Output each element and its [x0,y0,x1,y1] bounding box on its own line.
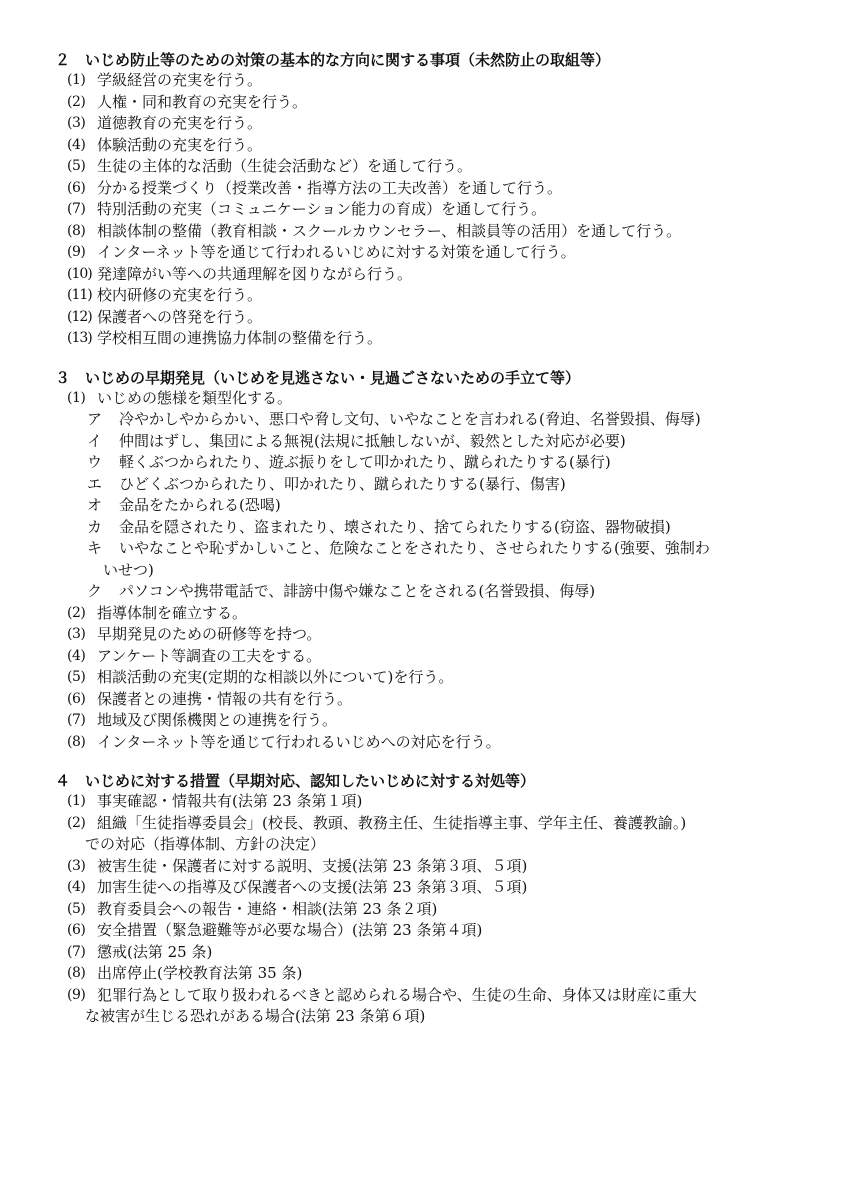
item-text: 発達障がい等への共通理解を図りながら行う。 [97,264,413,283]
item-number: (3) [67,626,86,642]
list-item [55,388,809,410]
list-item [55,264,809,286]
item-number: (6) [67,690,86,707]
item-number: (2) [67,93,86,110]
item-text: 保護者への啓発を行う。 [97,307,263,326]
item-number: (7) [67,201,86,217]
item-text: 特別活動の充実（コミュニケーション能力の育成）を通して行う。 [97,200,547,218]
item-number: (2) [67,604,86,621]
list-item [55,199,809,221]
sub-item-text: 軽くぶつかられたり、遊ぶ振りをして叩かれたり、蹴られたりする(暴行) [119,453,611,471]
item-number: (5) [67,669,86,685]
section-4 [55,771,809,1028]
item-text: 学級経営の充実を行う。 [97,71,263,89]
list-item [55,178,809,200]
list-item [55,646,809,668]
sub-list-item [55,409,809,431]
item-number: (9) [67,986,86,1003]
item-number: (6) [67,179,86,196]
sub-list-item [55,474,809,496]
item-number: (12) [67,308,92,325]
sub-item-mark: イ [87,431,103,450]
sub-item-text: パソコンや携帯電話で、誹謗中傷や嫌なことをされる(名誉毀損、侮辱) [119,582,596,600]
sub-list-item [55,538,809,560]
list-item [55,667,809,689]
sub-item-mark: エ [87,474,103,493]
list-item [55,285,809,307]
item-number: (8) [67,733,86,750]
list-item [55,710,809,732]
item-continuation: な被害が生じる恐れがある場合(法第 23 条第６項) [85,1007,426,1025]
list-item [55,70,809,92]
sub-list-item [55,495,809,517]
sub-item-text: 金品をたかられる(恐喝) [119,496,281,514]
item-number: (1) [67,72,86,88]
item-number: (11) [67,287,92,303]
list-item [55,963,809,985]
item-text: インターネット等を通じて行われるいじめに対する対策を通して行う。 [97,243,576,261]
item-number: (3) [67,857,86,874]
list-item [55,135,809,157]
list-item [55,113,809,135]
item-text: 学校相互間の連携協力体制の整備を行う。 [97,329,383,347]
item-number: (8) [67,222,86,239]
sub-item-mark: ク [87,582,103,600]
list-item [55,920,809,942]
item-text: アンケート等調査の工夫をする。 [97,646,322,665]
item-number: (6) [67,922,86,938]
item-number: (2) [67,814,86,831]
sub-item-continuation: いせつ) [103,560,154,579]
sub-item-mark: ア [87,410,103,428]
item-continuation: での対応（指導体制、方針の決定） [85,835,326,853]
item-number: (10) [67,265,92,282]
item-number: (3) [67,115,86,131]
list-item [55,689,809,711]
item-text: 体験活動の充実を行う。 [97,135,263,154]
item-number: (4) [67,136,86,153]
item-number: (7) [67,943,86,960]
sub-item-text: いやなことや恥ずかしいこと、危険なことをされたり、させられたりする(強要、強制わ [119,539,710,557]
sub-item-text: 仲間はずし、集団による無視(法規に抵触しないが、毅然とした対応が必要) [119,431,626,450]
list-item [55,221,809,243]
list-item [55,899,809,921]
sub-item-mark: オ [87,496,103,514]
section-2-title: ２ いじめ防止等のための対策の基本的な方向に関する事項（未然防止の取組等） [55,51,611,69]
item-text: 校内研修の充実を行う。 [97,286,263,304]
item-number: (4) [67,879,86,895]
item-text: 懲戒(法第 25 条) [97,942,213,961]
list-item [55,813,809,835]
item-number: (4) [67,647,86,664]
item-text: 指導体制を確立する。 [97,603,248,622]
sub-item-text: ひどくぶつかられたり、叩かれたり、蹴られたりする(暴行、傷害) [119,474,566,493]
item-number: (5) [67,158,86,174]
sub-list-item [55,581,809,603]
item-number: (5) [67,900,86,917]
sub-item-text: 冷やかしやからかい、悪口や脅し文句、いやなことを言われる(脅迫、名誉毀損、侮辱) [119,410,701,428]
list-item [55,624,809,646]
item-text: 犯罪行為として取り扱われるべきと認められる場合や、生徒の生命、身体又は財産に重大 [97,985,697,1004]
sub-list-item [55,431,809,453]
list-item [55,92,809,114]
item-text: 人権・同和教育の充実を行う。 [97,92,308,111]
section-3-title: ３ いじめの早期発見（いじめを見逃さない・見過ごさないための手立て等） [55,368,581,387]
sub-item-mark: ウ [87,453,103,471]
section-4-title: ４ いじめに対する措置（早期対応、認知したいじめに対する対処等） [55,772,536,790]
item-number: (7) [67,712,86,728]
sub-item-text: 金品を隠されたり、盗まれたり、壊されたり、捨てられたりする(窃盗、器物破損) [119,517,671,536]
item-number: (1) [67,389,86,406]
item-text: 安全措置（緊急避難等が必要な場合）(法第 23 条第４項) [97,921,483,939]
item-number: (9) [67,244,86,260]
item-text: 道徳教育の充実を行う。 [97,114,263,132]
item-text: 出席停止(学校教育法第 35 条) [97,964,303,982]
sub-list-item [55,452,809,474]
list-item [55,856,809,878]
item-text: 加害生徒への指導及び保護者への支援(法第 23 条第３項、５項) [97,878,528,896]
sub-item-mark: キ [87,539,103,557]
item-text: 地域及び関係機関との連携を行う。 [97,711,338,729]
item-text: 組織「生徒指導委員会」(校長、教頭、教務主任、生徒指導主事、学年主任、養護教諭。) [97,813,687,832]
list-item [55,307,809,329]
item-text: 被害生徒・保護者に対する説明、支援(法第 23 条第３項、５項) [97,856,528,875]
sub-list-item [55,517,809,539]
item-text: 保護者との連携・情報の共有を行う。 [97,689,353,708]
item-text: 教育委員会への報告・連絡・相談(法第 23 条２項) [97,899,438,918]
item-number: (1) [67,793,86,809]
list-item [55,732,809,754]
item-text: 相談活動の充実(定期的な相談以外について)を行う。 [97,668,454,686]
section-2 [55,50,809,350]
item-text: 生徒の主体的な活動（生徒会活動など）を通して行う。 [97,157,473,175]
item-text: いじめの態様を類型化する。 [97,388,293,407]
sub-item-mark: カ [87,517,103,536]
list-item [55,603,809,625]
list-item [55,877,809,899]
list-item [55,791,809,813]
list-item [55,156,809,178]
item-text: 事実確認・情報共有(法第 23 条第１項) [97,792,363,810]
list-item [55,985,809,1007]
list-item [55,242,809,264]
item-text: 相談体制の整備（教育相談・スクールカウンセラー、相談員等の活用）を通して行う。 [97,221,682,240]
list-item [55,328,809,350]
item-text: 分かる授業づくり（授業改善・指導方法の工夫改善）を通して行う。 [97,178,563,197]
item-number: (8) [67,965,86,981]
section-3 [55,368,809,754]
item-text: インターネット等を通じて行われるいじめへの対応を行う。 [97,732,501,751]
item-text: 早期発見のための研修等を持つ。 [97,625,322,643]
item-number: (13) [67,330,92,346]
list-item [55,942,809,964]
